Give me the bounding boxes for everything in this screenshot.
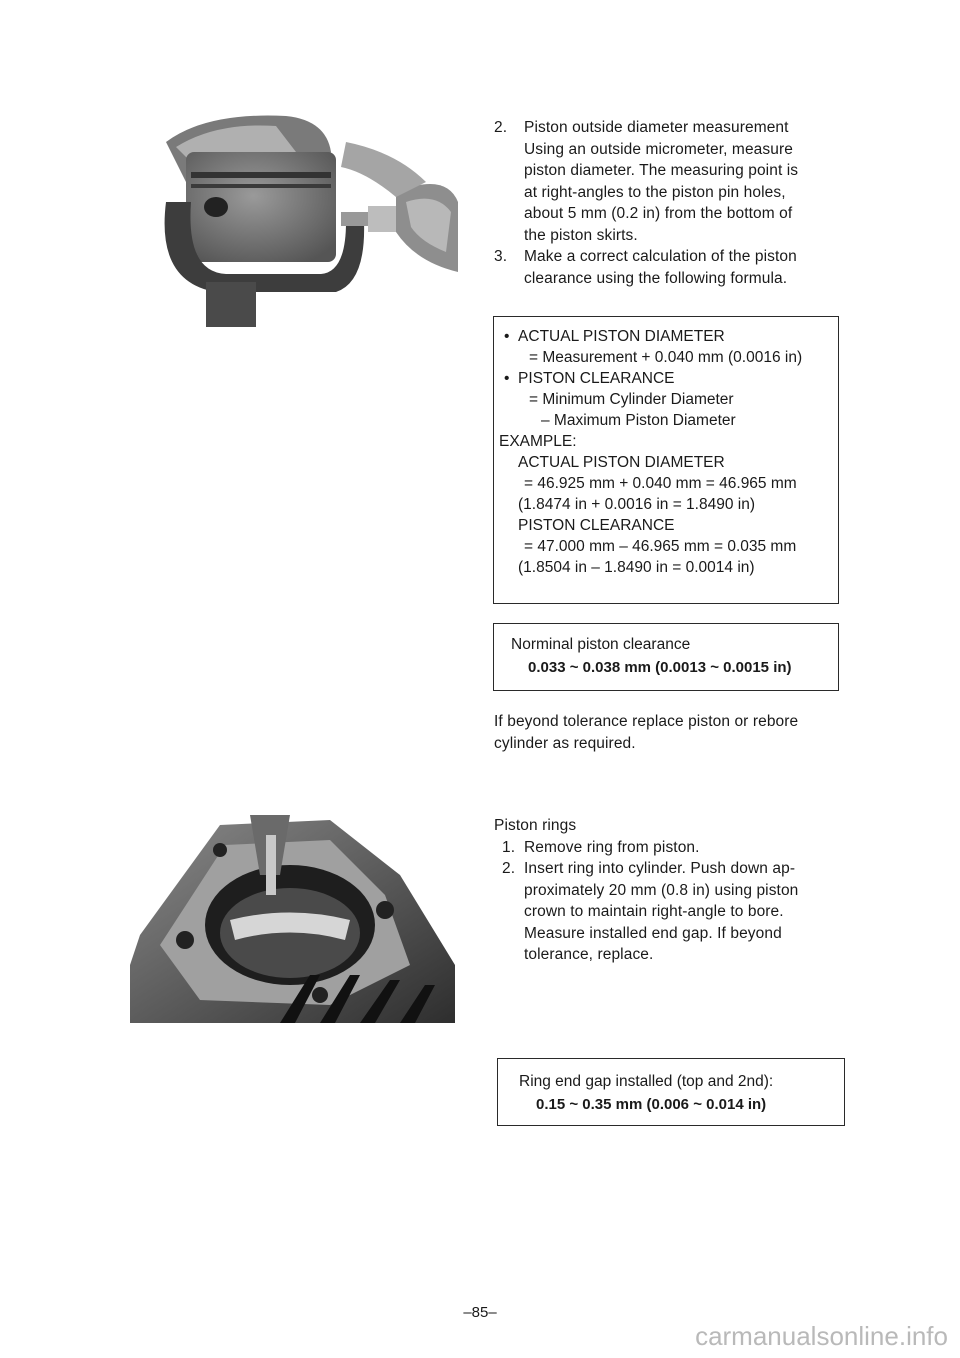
step-text: Remove ring from piston. <box>524 838 700 856</box>
step-text: proximately 20 mm (0.8 in) using piston <box>524 881 799 899</box>
step-number: 3. <box>494 248 508 265</box>
ring-step-1 <box>494 837 844 859</box>
piston-ring-cylinder-photo <box>130 815 455 1023</box>
nominal-clearance-box <box>493 623 839 691</box>
step-text: Using an outside micrometer, measure <box>524 140 793 158</box>
formula-bullet-actual-diameter <box>504 326 838 347</box>
ring-end-gap-value: 0.15 ~ 0.35 mm (0.006 ~ 0.014 in) <box>536 1096 767 1113</box>
example-label: PISTON CLEARANCE <box>518 517 675 534</box>
step-3-calculation <box>494 246 844 289</box>
example-label: ACTUAL PISTON DIAMETER <box>518 454 725 471</box>
step-text: Insert ring into cylinder. Push down ap- <box>524 860 796 877</box>
step-text: the piston skirts. <box>524 226 638 244</box>
example-value: (1.8504 in – 1.8490 in = 0.0014 in) <box>518 559 755 576</box>
example-value: = 47.000 mm – 46.965 mm = 0.035 mm <box>524 538 797 555</box>
example-value: (1.8474 in + 0.0016 in = 1.8490 in) <box>518 496 755 513</box>
step-text: clearance using the following formula. <box>524 269 788 287</box>
step-text: Piston outside diameter measurement <box>524 119 789 136</box>
note-text: If beyond tolerance replace piston or rebore <box>494 713 799 730</box>
step-text: piston diameter. The measuring point is <box>524 162 799 179</box>
step-text: about 5 mm (0.2 in) from the bottom of <box>524 205 793 222</box>
formula-value: – Maximum Piston Diameter <box>541 412 736 429</box>
step-number: 2. <box>502 860 516 877</box>
formula-value: = Minimum Cylinder Diameter <box>529 391 734 408</box>
step-number: 1. <box>502 838 516 856</box>
step-text: Measure installed end gap. If beyond <box>524 924 782 942</box>
step-text: crown to maintain right-angle to bore. <box>524 903 784 920</box>
page-number: –85– <box>463 1304 497 1321</box>
ring-end-gap-box <box>497 1058 845 1126</box>
tolerance-note <box>494 711 844 754</box>
step-number: 2. <box>494 119 508 136</box>
formula-label: PISTON CLEARANCE <box>518 370 675 387</box>
formula-value: = Measurement + 0.040 mm (0.0016 in) <box>529 349 803 366</box>
step-text: Make a correct calculation of the piston <box>524 248 797 265</box>
bullet-dot-icon: • <box>504 370 519 387</box>
nominal-clearance-label: Norminal piston clearance <box>511 636 691 653</box>
piston-rings-section <box>494 815 844 966</box>
example-label: EXAMPLE: <box>499 433 577 450</box>
piston-clearance-formula-box <box>493 316 839 604</box>
bullet-dot-icon: • <box>504 328 519 345</box>
site-watermark: carmanualsonline.info <box>695 1321 948 1351</box>
note-text: cylinder as required. <box>494 734 636 752</box>
ring-end-gap-label: Ring end gap installed (top and 2nd): <box>519 1073 774 1090</box>
step-2-outside-diameter <box>494 117 844 246</box>
step-text: at right-angles to the piston pin holes, <box>524 183 786 201</box>
piston-measurement-steps <box>494 117 844 289</box>
example-value: = 46.925 mm + 0.040 mm = 46.965 mm <box>524 475 797 492</box>
section-heading: Piston rings <box>494 817 577 834</box>
ring-step-2 <box>494 858 844 966</box>
formula-label: ACTUAL PISTON DIAMETER <box>518 328 725 345</box>
piston-micrometer-photo <box>96 112 458 330</box>
formula-bullet-piston-clearance <box>504 368 838 389</box>
nominal-clearance-value: 0.033 ~ 0.038 mm (0.0013 ~ 0.0015 in) <box>528 659 792 676</box>
step-text: tolerance, replace. <box>524 946 654 963</box>
